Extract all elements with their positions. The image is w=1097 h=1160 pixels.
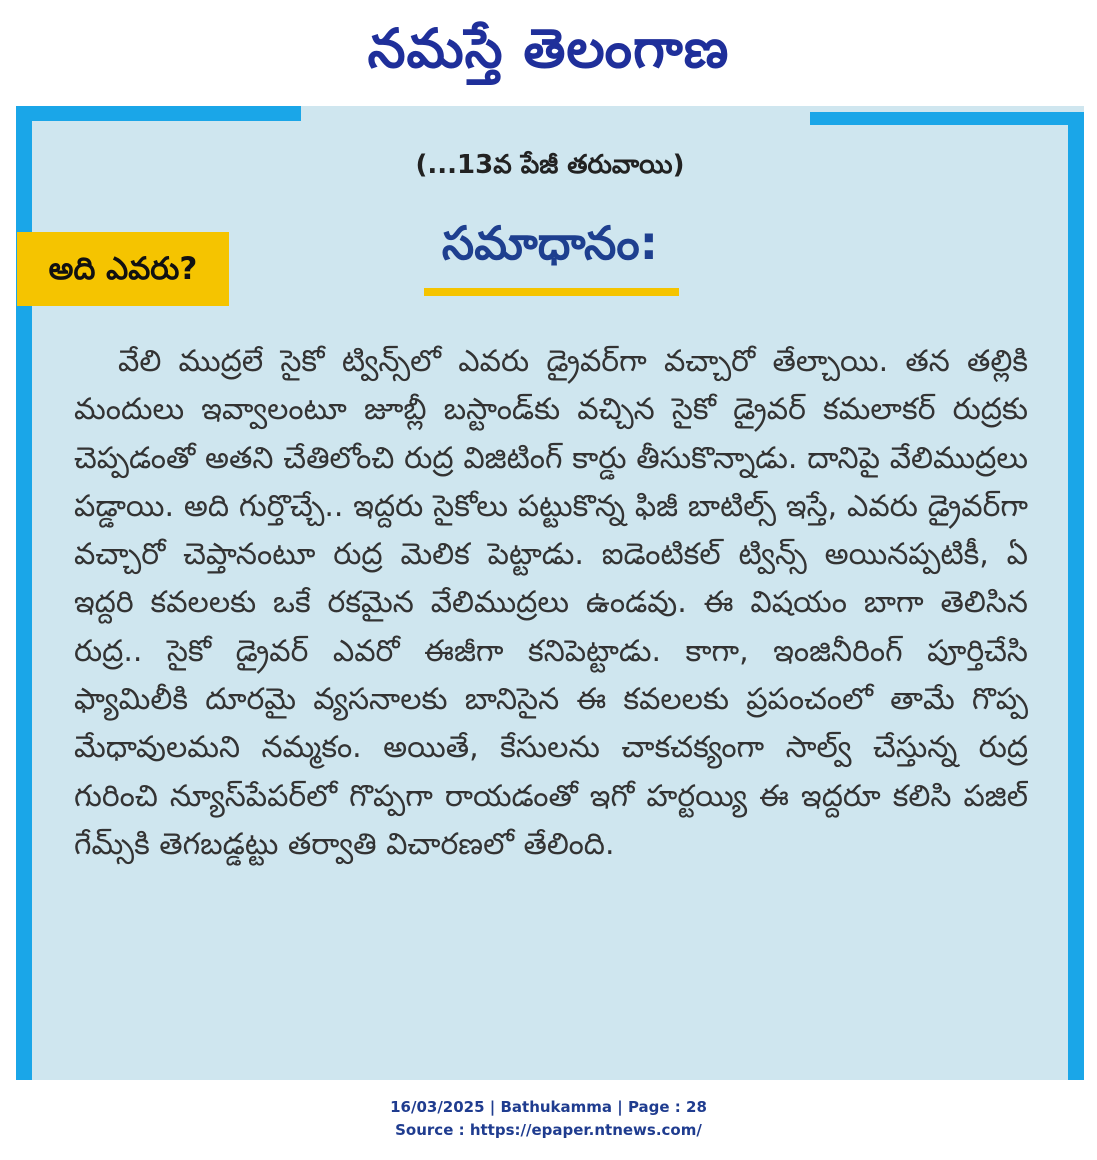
frame-bar-top-right [810,112,1084,125]
frame-bar-right [1068,112,1084,1080]
article-body: వేలి ముద్రలే సైకో ట్విన్స్‌లో ఎవరు డ్రైవర్‌గా వచ్చారో తేల్చాయి. తన తల్లికి మందులు ఇవ్వాలంటూ జూబ్లీ బస్టాండ్‌కు వచ్చిన సైకో డ్రైవర్ కమలాకర్ రుద్రకు చెప్పడంతో అతని చేతిలోంచి రుద్ర విజిటింగ్ కార్డు తీసుకొన్నాడు. దానిపై వేలిముద్రలు పడ్డాయి. అది గుర్తొచ్చే.. ఇద్దరు సైకోలు పట్టుకొన్న ఫిజీ బాటిల్స్ ఇస్తే, ఎవరు డ్రైవర్‌గా వచ్చారో చెప్తానంటూ రుద్ర మెలిక పెట్టాడు. ఐడెంటికల్ ట్విన్స్ అయినప్పటికీ, ఏ ఇద్దరి కవలలకు ఒకే రకమైన వేలిముద్రలు ఉండవు. ఈ విషయం బాగా తెలిసిన రుద్ర.. సైకో డ్రైవర్ ఎవరో ఈజీగా కనిపెట్టాడు. కాగా, ఇంజినీరింగ్ పూర్తిచేసి ఫ్యామిలీకి దూరమై వ్యసనాలకు బానిసైన ఈ కవలలకు ప్రపంచంలో తామే గొప్ప మేధావులమని నమ్మకం. అయితే, కేసులను చాకచక్యంగా సాల్వ్ చేస్తున్న రుద్ర గురించి న్యూస్‌పేపర్‌లో గొప్పగా రాయడంతో ఇగో హర్టయ్యి ఈ ఇద్దరూ కలిసి పజిల్ గేమ్స్‌కి తెగబడ్డట్టు తర్వాతి విచారణలో తేలింది. [74,344,1028,862]
masthead-logo: నమస్తే తెలంగాణ [367,16,730,80]
source-info: Source : https://epaper.ntnews.com/ [395,1121,702,1139]
frame-bar-top-left [16,106,301,121]
continuation-note: (...13వ పేజీ తరువాయి) [415,150,685,180]
section-tag: అది ఎవరు? [17,232,229,306]
edition-info: 16/03/2025 | Bathukamma | Page : 28 [390,1098,707,1116]
article-heading: సమాధానం: [441,216,659,270]
heading-underline [424,288,679,296]
